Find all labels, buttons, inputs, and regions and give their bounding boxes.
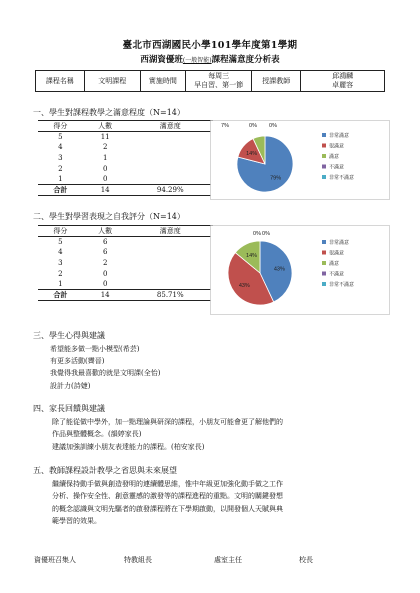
section1-heading: 一、學生對課程教學之滿意程度（N=14） [33,108,185,117]
cell: 1 [58,174,63,183]
total-label: 合計 [38,289,83,300]
subtitle-small: (一般智能) [182,57,212,64]
section3-heading: 三、學生心得與建議 [33,331,105,340]
legend-swatch [322,282,326,286]
cell [128,132,213,143]
time-line-2: 早自習、第一節 [194,81,244,89]
legend-swatch [322,133,326,137]
legend-swatch [322,154,326,158]
legend-entry: 滿意 [329,154,340,160]
feedback-line: 希望能多做一點小模型(希芸) [50,345,140,353]
cell: 11 [100,133,110,142]
cell [128,174,213,185]
data-label: 0% [249,123,257,129]
course-info-table [35,70,385,92]
legend-entry: 非常滿意 [329,240,350,246]
legend-entry: 很滿意 [329,143,345,150]
parent-line: 作品與整體概念。(韻婷家長) [52,430,142,439]
total-row [38,289,213,300]
feedback-line: 有更多活動(霽晉) [50,357,105,366]
legend-swatch [322,261,326,265]
table-row [38,163,213,174]
feedback-line: 我覺得我最喜歡的就是文明課(全怡) [50,369,161,378]
parent-line: 建議加強訓練小朋友表達能力的課程。(柏安家長) [52,442,205,451]
label-teacher: 授課教師 [252,71,301,92]
cell: 2 [102,258,108,267]
table-row [38,142,213,153]
legend-swatch [322,272,326,276]
col-count: 人數 [83,226,128,237]
cell [128,268,213,279]
cell: 4 [58,143,63,152]
col-count: 人數 [83,121,128,132]
data-label: 14% [246,150,258,157]
legend-entry: 非常滿意 [329,133,350,139]
section1-table [38,120,213,196]
total-count: 14 [83,289,128,300]
col-satisfaction: 滿意度 [128,226,213,237]
data-label: 7% [221,123,229,129]
cell: 0 [102,174,108,183]
cell: 0 [102,279,108,288]
data-label: 0% [269,123,277,129]
reflection-line: 分析、操作安全性、創意靈感的激發等的課程進程的重點。文明的關鍵發想 [52,492,283,501]
col-score: 得分 [38,121,83,132]
cell: 4 [58,248,63,257]
time-line-1: 每周三 [208,72,230,80]
cell [128,258,213,269]
col-satisfaction: 滿意度 [128,121,213,132]
legend-swatch [322,165,326,169]
data-label: 0% [262,231,270,237]
section2-table [38,225,213,301]
legend-swatch [322,251,326,255]
table-row [38,268,213,279]
cell [128,247,213,258]
pie-chart-1 [210,120,390,200]
pie-chart-2 [210,225,390,315]
data-label: 43% [273,266,285,273]
section2-heading: 二、學生對學習表現之自我評分（N=14） [33,212,185,221]
cell: 1 [102,153,108,162]
data-label: 79% [270,175,282,182]
cell [128,153,213,164]
cell [128,279,213,290]
legend-entry: 不滿意 [329,164,345,171]
data-label: 43% [238,283,250,290]
cell: 3 [58,153,63,162]
parent-line: 除了能從做中學外，加一點理論與研深的課程，小朋友可能會更了解他們的 [52,418,283,426]
teachers [301,71,385,92]
legend-entry: 不滿意 [329,271,345,278]
cell: 2 [58,269,63,278]
cell: 2 [58,164,63,173]
table-row [38,132,213,143]
cell: 3 [58,258,63,267]
parent-feedback [52,416,384,453]
feedback-line: 設計力(詩婕) [50,381,91,390]
course-time [186,71,252,92]
data-label: 14% [246,253,258,260]
legend-entry: 滿意 [329,261,340,267]
legend-entry: 非常不滿意 [329,282,355,288]
table-row [38,174,213,185]
cell [128,237,213,248]
total-row [38,184,213,195]
section4-heading: 四、家長回饋與建議 [33,404,105,413]
label-course: 課程名稱 [36,71,85,92]
cell: 0 [102,269,108,278]
signature-section-chief: 特教組長 [124,556,152,564]
subtitle-right: 課程滿意度分析表 [211,55,280,65]
reflection-line: 範學習的效果。 [52,516,101,525]
legend-entry: 非常不滿意 [329,175,355,181]
col-score: 得分 [38,226,83,237]
table-row [38,258,213,269]
student-feedback [50,343,160,392]
total-satisfaction: 94.29% [128,184,213,195]
teacher-2: 卓麗容 [332,81,354,89]
cell: 6 [102,238,108,247]
teacher-1: 邱鴻麟 [332,72,354,80]
table-row [38,247,213,258]
table-row [38,237,213,248]
signature-principal: 校長 [299,556,313,564]
cell [128,163,213,174]
document-subtitle [0,53,420,65]
signature-director: 處室主任 [214,556,242,564]
table-row [38,153,213,164]
cell: 5 [58,133,63,142]
legend-entry: 很滿意 [329,250,345,257]
cell: 6 [102,248,108,257]
section5-heading: 五、教師課程設計教學之省思與未來展望 [33,466,177,475]
cell: 1 [58,279,63,288]
total-count: 14 [83,184,128,195]
data-label: 0% [253,231,261,237]
reflection-line: 繼續保持動手做與創造發明的連續體思維，惟中年級更加強化動手做之工作 [52,480,283,488]
cell: 5 [58,238,63,247]
cell: 2 [102,143,108,152]
label-time: 實施時間 [140,71,185,92]
legend-swatch [322,175,326,179]
signature-coordinator: 資優班召集人 [34,556,76,564]
subtitle-left: 西湖資優班 [140,55,183,65]
table-row [38,279,213,290]
course-name: 文明課程 [84,71,140,92]
total-label: 合計 [38,184,83,195]
cell: 0 [102,164,108,173]
teacher-reflection [52,478,384,527]
legend-swatch [322,144,326,148]
total-satisfaction: 85.71% [128,289,213,300]
cell [128,142,213,153]
document-title: 臺北市西湖國民小學101學年度第1學期 [122,40,298,51]
reflection-line: 的概念認識與文明先驅者的啟發課程將在下學期啟動，以開發個人天賦與典 [52,504,283,513]
legend-swatch [322,240,326,244]
